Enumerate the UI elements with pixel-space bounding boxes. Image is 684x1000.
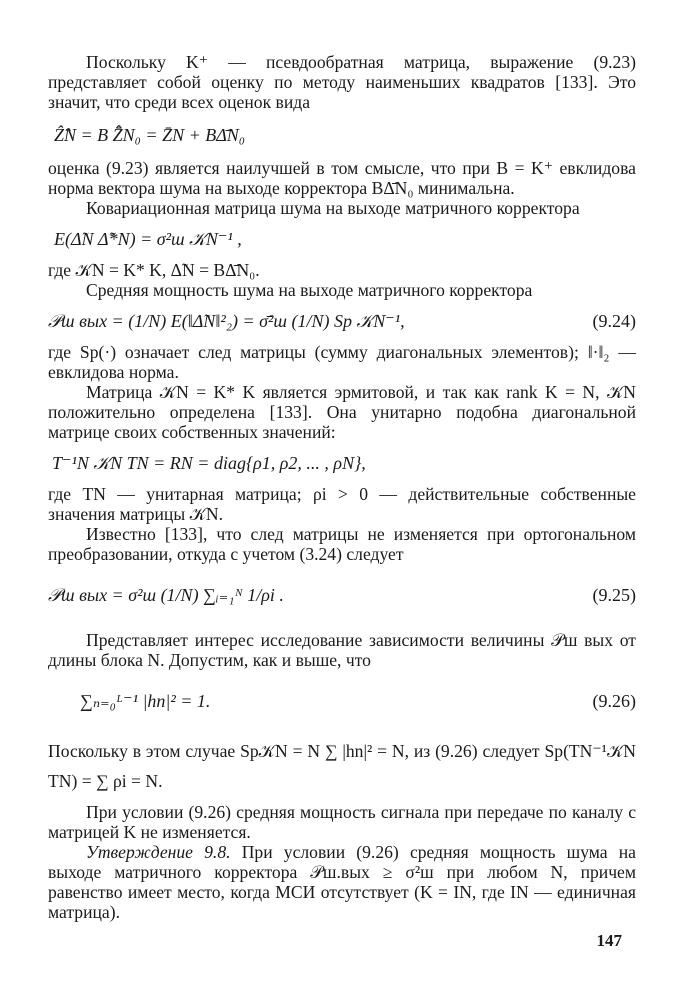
formula-text: ∑ₙ₌₀ᴸ⁻¹ |hn|² = 1. (80, 691, 211, 711)
paragraph-noise-power: Средняя мощность шума на выходе матричного корректора (86, 280, 533, 300)
formula-covariance (48, 228, 636, 250)
paragraph-known: Известно [133], что след матрицы не изменяется при ортогональном преобразовании, откуда с учетом (3.24) следует (48, 524, 636, 564)
statement-text: При условии (9.26) средняя мощность шума на выходе матричного корректора 𝒫ш.вых ≥ σ²ш при любом N, причем равенство имеет место, когда МСИ отсутствует (K = IN, где IN — единичная матрица). (48, 842, 636, 922)
formula-9-26 (48, 670, 636, 730)
paragraph-covariance: Ковариационная матрица шума на выходе матричного корректора (86, 198, 580, 218)
formula-text: 𝒫ш вых = (1/N) E(‖Δ̃N‖²₂) = σ̄²ш (1/N) Sp 𝒦N⁻¹, (48, 311, 405, 331)
formula-9-25 (48, 564, 636, 624)
paragraph-optimal: оценка (9.23) является наилучшей в том смысле, что при B = K⁺ евклидова норма вектора шума на выходе корректора BΔ̄N₀ минимальна. (48, 158, 636, 198)
paragraph-pseudoinverse: Поскольку K⁺ — псевдообратная матрица, выражение (9.23) представляет собой оценку по методу наименьших квадратов [133]. Это значит, что среди всех оценок вида (48, 52, 636, 112)
equation-number: (9.26) (592, 691, 636, 711)
paragraph-definitions: где 𝒦N = K* K, Δ̃N = BΔ̄N₀. (48, 260, 260, 280)
equation-number: (9.24) (592, 311, 636, 331)
paragraph-unitary: где TN — унитарная матрица; ρi > 0 — действительные собственные значения матрицы 𝒦N. (48, 484, 636, 524)
paragraph-trace: где Sp(·) означает след матрицы (сумму диагональных элементов); ‖·‖₂ — евклидова норма. (48, 342, 636, 382)
paragraph-since: Поскольку в этом случае Sp𝒦N = N ∑ |hn|² = N, из (9.26) следует Sp(TN⁻¹𝒦N TN) = ∑ ρi = N. (48, 741, 636, 791)
formula-text: Ẑ̂N = B Z̄̂N₀ = Z̄N + BΔ̄N₀ (54, 125, 246, 145)
formula-text: 𝒫ш вых = σ²ш (1/N) ∑ᵢ₌₁ᴺ 1/ρi . (48, 585, 284, 605)
formula-text: E(Δ̃N Δ̃*N) = σ²ш 𝒦N⁻¹ , (54, 229, 242, 249)
paragraph-statement (48, 842, 636, 922)
formula-9-24 (48, 310, 636, 332)
page-number: 147 (596, 931, 622, 950)
formula-estimate (48, 124, 636, 146)
paragraph-condition: При условии (9.26) средняя мощность сигнала при передаче по каналу с матрицей K не изменяется. (48, 802, 636, 842)
formula-text: T⁻¹N 𝒦N TN = RN = diag{ρ1, ρ2, ... , ρN}, (52, 453, 366, 473)
formula-diagonal (48, 452, 636, 474)
paragraph-hermitian: Матрица 𝒦N = K* K является эрмитовой, и так как rank K = N, 𝒦N положительно определена [133]. Она унитарно подобна диагональной матрице своих собственных значений: (48, 382, 636, 442)
equation-number: (9.25) (592, 585, 636, 605)
statement-label: Утверждение 9.8. (86, 842, 231, 862)
paragraph-interest: Представляет интерес исследование зависимости величины 𝒫ш вых от длины блока N. Допустим, как и выше, что (48, 630, 636, 670)
